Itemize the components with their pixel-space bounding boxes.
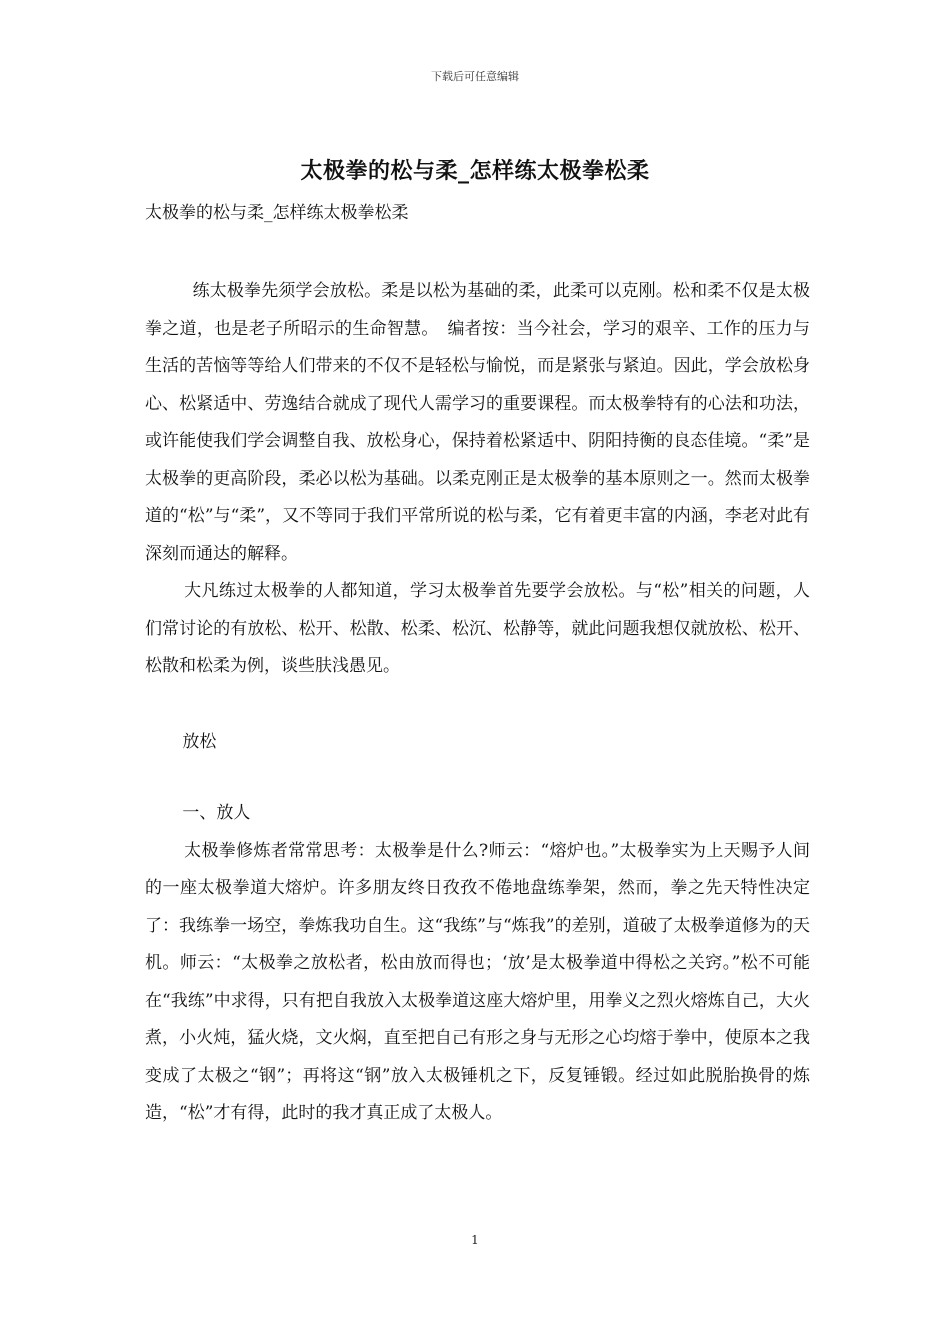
document-title: 太极拳的松与柔_怎样练太极拳松柔 bbox=[300, 158, 650, 184]
body-paragraph: 大凡练过太极拳的人都知道，学习太极拳首先要学会放松。与“松”相关的问题，人们常讨论的有放松、松开、松散、松柔、松沉、松静等，就此问题我想仅就放松、松开、松散和松柔为例，谈些肤浅愚见。 bbox=[145, 581, 810, 676]
intro-paragraph: 练太极拳先须学会放松。柔是以松为基础的柔，此柔可以克刚。松和柔不仅是太极拳之道，也是老子所昭示的生命智慧。 编者按：当今社会，学习的艰辛、工作的压力与生活的苦恼等等给人们带来的不仅不是轻松与愉悦，而是紧张与紧迫。因此，学会放松身心、松紧适中、劳逸结合就成了现代人需学习的重要课程。而太极拳特有的心法和功法，或许能使我们学会调整自我、放松身心，保持着松紧适中、阴阳持衡的良态佳境。“柔”是太极拳的更高阶段，柔必以松为基础。以柔克刚正是太极拳的基本原则之一。然而太极拳道的“松”与“柔”，又不等同于我们平常所说的松与柔，它有着更丰富的内涵，李老对此有深刻而通达的解释。 bbox=[145, 281, 810, 564]
document-subtitle: 太极拳的松与柔_怎样练太极拳松柔 bbox=[145, 203, 409, 223]
page-header: 下载后可任意编辑 bbox=[431, 70, 519, 83]
section-heading: 放松 bbox=[182, 731, 217, 752]
page-number: 1 bbox=[471, 1233, 479, 1247]
document-body bbox=[145, 200, 810, 1133]
section-paragraph: 太极拳修炼者常常思考：太极拳是什么?师云：“熔炉也。”太极拳实为上天赐予人间的一座太极拳道大熔炉。许多朋友终日孜孜不倦地盘练拳架，然而，拳之先天特性决定了：我练拳一场空，拳炼我功自生。这“我练”与“炼我”的差别，道破了太极拳道修为的天机。师云：“太极拳之放松者，松由放而得也；‘放’是太极拳道中得松之关窍。”松不可能在“我练”中求得，只有把自我放入太极拳道这座大熔炉里，用拳义之烈火熔炼自己，大火煮，小火炖，猛火烧，文火焖，直至把自己有形之身与无形之心均熔于拳中，使原本之我变成了太极之“钢”；再将这“钢”放入太极锤机之下，反复锤锻。经过如此脱胎换骨的炼造，“松”才有得，此时的我才真正成了太极人。 bbox=[145, 840, 810, 1123]
sub-heading: 一、放人 bbox=[182, 803, 251, 823]
